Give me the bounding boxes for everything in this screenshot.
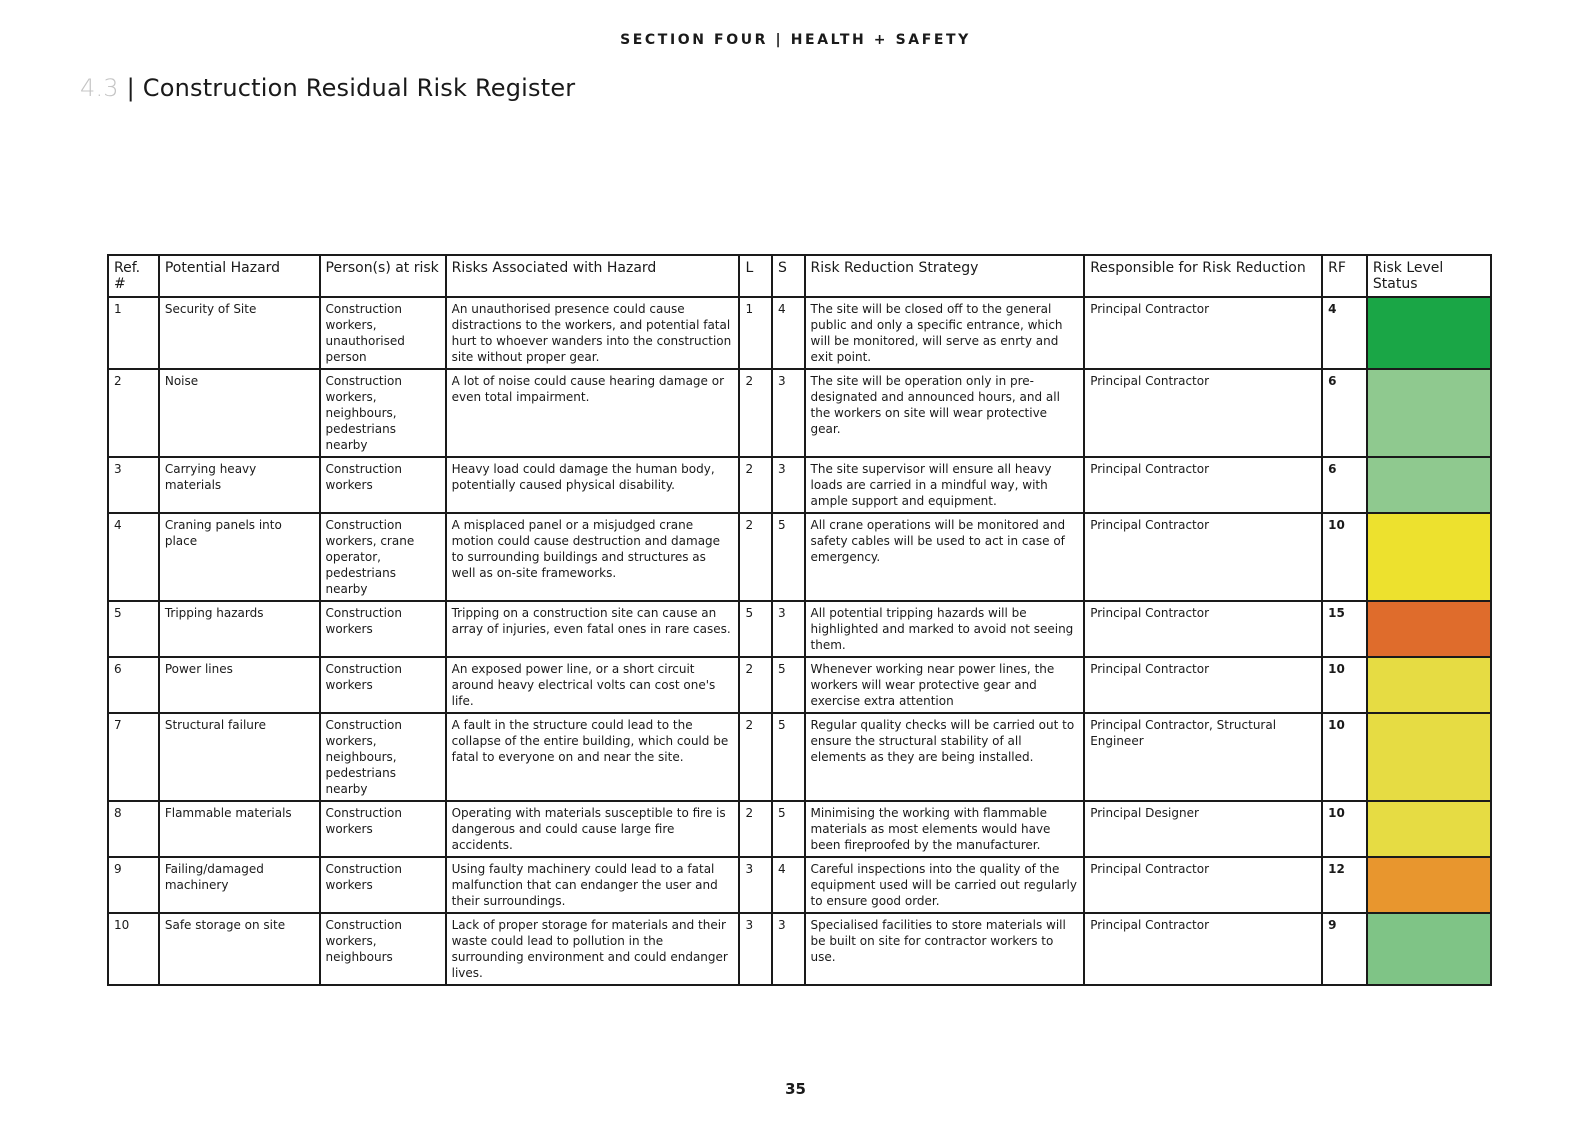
risk-level-status-swatch (1367, 913, 1491, 985)
cell-strategy: The site supervisor will ensure all heavy loads are carried in a mindful way, with ample support and equipment. (805, 457, 1085, 513)
cell-rf: 15 (1322, 601, 1367, 657)
page-number: 35 (785, 1080, 806, 1098)
cell-risks: Using faulty machinery could lead to a fatal malfunction that can endanger the user and their surroundings. (446, 857, 740, 913)
cell-responsible: Principal Contractor (1084, 457, 1322, 513)
cell-likelihood: 3 (739, 913, 772, 985)
cell-likelihood: 2 (739, 657, 772, 713)
risk-register-table (107, 254, 1492, 986)
cell-risks: An unauthorised presence could cause distractions to the workers, and potential fatal hurt to whoever wanders into the construction site without proper gear. (446, 297, 740, 369)
cell-responsible: Principal Contractor (1084, 657, 1322, 713)
cell-strategy: All crane operations will be monitored and safety cables will be used to act in case of emergency. (805, 513, 1085, 601)
table-row (108, 857, 1491, 913)
cell-persons: Construction workers (320, 601, 446, 657)
risk-level-status-swatch (1367, 801, 1491, 857)
column-header-rf: RF (1322, 255, 1367, 297)
cell-severity: 5 (772, 801, 805, 857)
cell-rf: 10 (1322, 513, 1367, 601)
cell-risks: A lot of noise could cause hearing damage or even total impairment. (446, 369, 740, 457)
risk-level-status-swatch (1367, 513, 1491, 601)
cell-likelihood: 2 (739, 457, 772, 513)
cell-hazard: Structural failure (159, 713, 320, 801)
cell-ref: 4 (108, 513, 159, 601)
cell-strategy: The site will be operation only in pre-designated and announced hours, and all the workers on site will wear protective gear. (805, 369, 1085, 457)
risk-level-status-swatch (1367, 713, 1491, 801)
cell-responsible: Principal Contractor (1084, 513, 1322, 601)
section-number: 4.3 (80, 74, 119, 102)
cell-hazard: Craning panels into place (159, 513, 320, 601)
cell-hazard: Security of Site (159, 297, 320, 369)
table-row (108, 801, 1491, 857)
page-title-text: | Construction Residual Risk Register (126, 74, 576, 102)
cell-strategy: Whenever working near power lines, the workers will wear protective gear and exercise extra attention (805, 657, 1085, 713)
cell-likelihood: 1 (739, 297, 772, 369)
cell-responsible: Principal Contractor (1084, 369, 1322, 457)
risk-level-status-swatch (1367, 657, 1491, 713)
table-row (108, 913, 1491, 985)
cell-rf: 6 (1322, 457, 1367, 513)
cell-severity: 5 (772, 713, 805, 801)
page-title (80, 74, 575, 102)
table-row (108, 457, 1491, 513)
cell-hazard: Tripping hazards (159, 601, 320, 657)
cell-severity: 5 (772, 513, 805, 601)
cell-hazard: Carrying heavy materials (159, 457, 320, 513)
cell-ref: 3 (108, 457, 159, 513)
cell-ref: 8 (108, 801, 159, 857)
cell-hazard: Failing/damaged machinery (159, 857, 320, 913)
table-row (108, 601, 1491, 657)
cell-rf: 12 (1322, 857, 1367, 913)
cell-severity: 3 (772, 601, 805, 657)
cell-responsible: Principal Designer (1084, 801, 1322, 857)
cell-strategy: All potential tripping hazards will be highlighted and marked to avoid not seeing them. (805, 601, 1085, 657)
cell-responsible: Principal Contractor (1084, 913, 1322, 985)
column-header-hazard: Potential Hazard (159, 255, 320, 297)
cell-persons: Construction workers (320, 657, 446, 713)
cell-severity: 3 (772, 913, 805, 985)
table-row (108, 657, 1491, 713)
cell-persons: Construction workers, neighbours, pedestrians nearby (320, 713, 446, 801)
cell-ref: 1 (108, 297, 159, 369)
column-header-responsible: Responsible for Risk Reduction (1084, 255, 1322, 297)
cell-responsible: Principal Contractor (1084, 297, 1322, 369)
risk-level-status-swatch (1367, 297, 1491, 369)
cell-likelihood: 2 (739, 513, 772, 601)
cell-rf: 4 (1322, 297, 1367, 369)
cell-risks: Operating with materials susceptible to fire is dangerous and could cause large fire accidents. (446, 801, 740, 857)
cell-ref: 7 (108, 713, 159, 801)
cell-rf: 10 (1322, 713, 1367, 801)
cell-rf: 9 (1322, 913, 1367, 985)
cell-strategy: Minimising the working with flammable materials as most elements would have been fireproofed by the manufacturer. (805, 801, 1085, 857)
cell-likelihood: 2 (739, 713, 772, 801)
cell-persons: Construction workers (320, 801, 446, 857)
cell-responsible: Principal Contractor (1084, 601, 1322, 657)
cell-strategy: Careful inspections into the quality of the equipment used will be carried out regularly to ensure good order. (805, 857, 1085, 913)
table-row (108, 297, 1491, 369)
cell-likelihood: 2 (739, 369, 772, 457)
cell-persons: Construction workers, crane operator, pedestrians nearby (320, 513, 446, 601)
cell-risks: A misplaced panel or a misjudged crane motion could cause destruction and damage to surrounding buildings and structures as well as on-site frameworks. (446, 513, 740, 601)
risk-level-status-swatch (1367, 601, 1491, 657)
cell-risks: Heavy load could damage the human body, potentially caused physical disability. (446, 457, 740, 513)
table-row (108, 713, 1491, 801)
cell-persons: Construction workers (320, 457, 446, 513)
cell-persons: Construction workers, unauthorised person (320, 297, 446, 369)
cell-ref: 2 (108, 369, 159, 457)
cell-rf: 10 (1322, 657, 1367, 713)
column-header-status: Risk Level Status (1367, 255, 1491, 297)
cell-persons: Construction workers (320, 857, 446, 913)
cell-likelihood: 5 (739, 601, 772, 657)
cell-strategy: Specialised facilities to store materials will be built on site for contractor workers to use. (805, 913, 1085, 985)
column-header-likelihood: L (739, 255, 772, 297)
cell-severity: 4 (772, 857, 805, 913)
cell-risks: An exposed power line, or a short circuit around heavy electrical volts can cost one's life. (446, 657, 740, 713)
cell-ref: 5 (108, 601, 159, 657)
table-header-row (108, 255, 1491, 297)
cell-strategy: Regular quality checks will be carried out to ensure the structural stability of all elements as they are being installed. (805, 713, 1085, 801)
cell-ref: 10 (108, 913, 159, 985)
cell-strategy: The site will be closed off to the general public and only a specific entrance, which will be monitored, will serve as enrty and exit point. (805, 297, 1085, 369)
cell-risks: Lack of proper storage for materials and their waste could lead to pollution in the surrounding environment and could endanger lives. (446, 913, 740, 985)
cell-severity: 5 (772, 657, 805, 713)
table-row (108, 369, 1491, 457)
cell-rf: 10 (1322, 801, 1367, 857)
column-header-risks: Risks Associated with Hazard (446, 255, 740, 297)
cell-hazard: Flammable materials (159, 801, 320, 857)
column-header-severity: S (772, 255, 805, 297)
table-body (108, 297, 1491, 985)
cell-persons: Construction workers, neighbours, pedestrians nearby (320, 369, 446, 457)
cell-likelihood: 3 (739, 857, 772, 913)
cell-responsible: Principal Contractor (1084, 857, 1322, 913)
cell-likelihood: 2 (739, 801, 772, 857)
risk-level-status-swatch (1367, 857, 1491, 913)
cell-severity: 3 (772, 457, 805, 513)
section-header: SECTION FOUR | HEALTH + SAFETY (620, 32, 971, 48)
column-header-ref: Ref. # (108, 255, 159, 297)
cell-hazard: Noise (159, 369, 320, 457)
cell-risks: Tripping on a construction site can cause an array of injuries, even fatal ones in rare cases. (446, 601, 740, 657)
table-row (108, 513, 1491, 601)
column-header-persons: Person(s) at risk (320, 255, 446, 297)
cell-ref: 9 (108, 857, 159, 913)
cell-severity: 3 (772, 369, 805, 457)
risk-level-status-swatch (1367, 369, 1491, 457)
cell-hazard: Power lines (159, 657, 320, 713)
cell-rf: 6 (1322, 369, 1367, 457)
column-header-strategy: Risk Reduction Strategy (805, 255, 1085, 297)
risk-level-status-swatch (1367, 457, 1491, 513)
cell-risks: A fault in the structure could lead to the collapse of the entire building, which could be fatal to everyone on and near the site. (446, 713, 740, 801)
cell-severity: 4 (772, 297, 805, 369)
cell-ref: 6 (108, 657, 159, 713)
cell-responsible: Principal Contractor, Structural Engineer (1084, 713, 1322, 801)
cell-hazard: Safe storage on site (159, 913, 320, 985)
cell-persons: Construction workers, neighbours (320, 913, 446, 985)
